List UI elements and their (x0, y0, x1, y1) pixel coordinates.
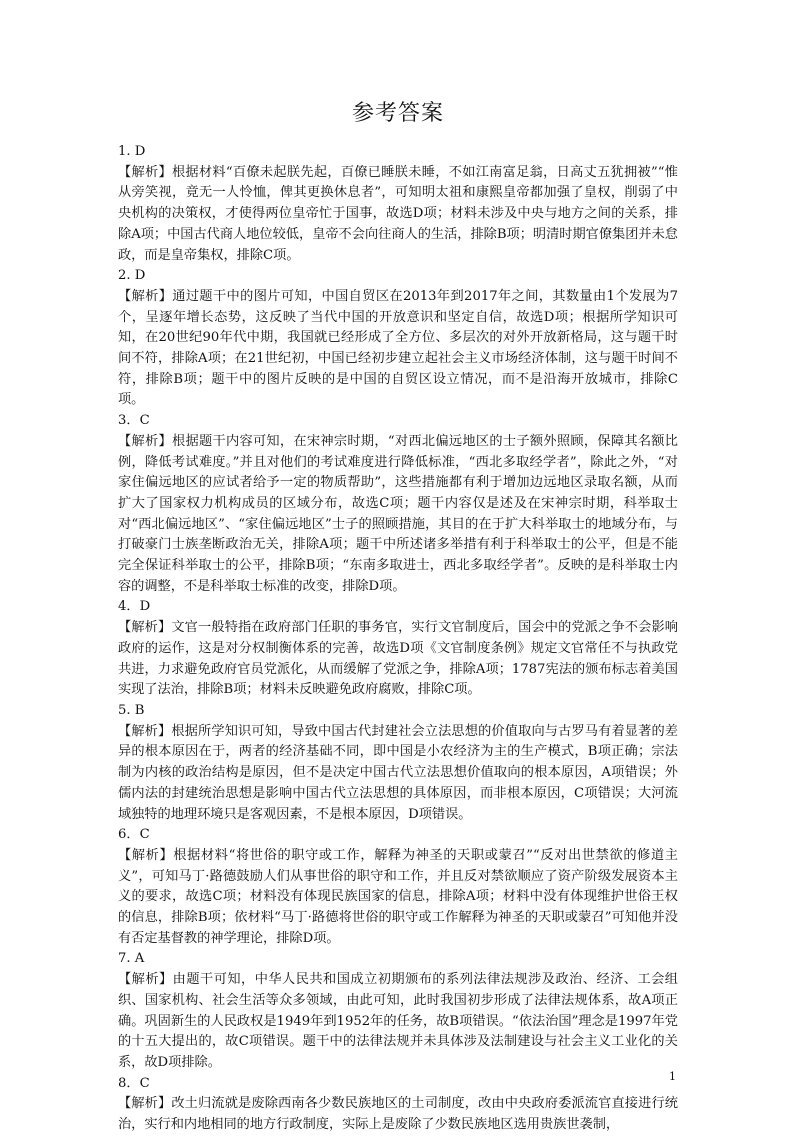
page-title: 参考答案 (351, 101, 444, 126)
answer-number: 3．C (118, 413, 150, 429)
answer-number: 8．C (118, 1075, 150, 1091)
answer-number: 2. D (118, 268, 146, 284)
answer-number: 5. B (118, 702, 145, 718)
answer-number: 7. A (118, 951, 145, 967)
answer-explanation: 【解析】根据材料“将世俗的职守或工作，解释为神圣的天职或蒙召”“反对出世禁欲的修道主义”，可知马丁·路德鼓励人们从事世俗的职守和工作，并且反对禁欲顺应了资产阶级发展资本主义的要求，故选C项；材料没有体现民族国家的信息，排除A项；材料中没有体现维护世俗王权的信息，排除B项；依材料“马丁·路德将世俗的职守或工作解释为神圣的天职或蒙召”可知他并没有否定基督教的神学理论，排除D项。 (118, 847, 678, 946)
document-page (118, 0, 678, 1133)
answer-explanation: 【解析】根据材料“百僚未起朕先起，百僚已睡朕未睡，不如江南富足翁，日高丈五犹拥被”“惟从旁笑视，竟无一人怜恤，俾其更换休息者”，可知明太祖和康熙皇帝都加强了皇权，削弱了中央机构的决策权，才使得两位皇帝忙于国事，故选D项；材料未涉及中央与地方之间的关系，排除A项；中国古代商人地位较低，皇帝不会向往商人的生活，排除B项；明清时期官僚集团并未怠政，而是皇帝集权，排除C项。 (118, 164, 678, 263)
answer-list (118, 142, 678, 1136)
answer-number: 6．C (118, 827, 150, 843)
page-number: 1 (669, 1070, 676, 1083)
answer-number: 4．D (118, 599, 151, 615)
answer-explanation: 【解析】根据所学知识可知，导致中国古代封建社会立法思想的价值取向与古罗马有着显著的差异的根本原因在于，两者的经济基础不同，即中国是小农经济为主的生产模式，B项正确；宗法制为内核的政治结构是原因，但不是决定中国古代立法思想价值取向的根本原因，A项错误；外儒内法的封建统治思想是影响中国古代立法思想的具体原因，而非根本原因，C项错误；大河流域独特的地理环境只是客观因素，不是根本原因，D项错误。 (118, 723, 678, 822)
answer-explanation: 【解析】改土归流就是废除西南各少数民族地区的土司制度，改由中央政府委派流官直接进行统治，实行和内地相同的地方行政制度，实际上是废除了少数民族地区选用贵族世袭制， (118, 1096, 678, 1133)
answer-explanation: 【解析】根据题干内容可知，在宋神宗时期，“对西北偏远地区的士子额外照顾，保障其名额比例，降低考试难度。”并且对他们的考试难度进行降低标准，“西北多取经学者”，除此之外，“对家住偏远地区的应试者给予一定的物质帮助”，这些措施都有利于增加边远地区录取名额，从而扩大了国家权力机构成员的区域分布，故选C项；题干内容仅是述及在宋神宗时期，科举取士对“西北偏远地区”、“家住偏远地区”士子的照顾措施，其目的在于扩大科举取士的地域分布，与打破豪门士族垄断政治无关，排除A项；题干中所述诸多举措有利于科举取士的公平，但是不能完全保证科举取士的公平，排除B项；“东南多取进士，西北多取经学者”。反映的是科举取士内容的调整，不是科举取士标准的改变，排除D项。 (118, 433, 678, 594)
answer-explanation: 【解析】由题干可知，中华人民共和国成立初期颁布的系列法律法规涉及政治、经济、工会组织、国家机构、社会生活等众多领域，由此可知，此时我国初步形成了法律法规体系，故A项正确。巩固新生的人民政权是1949年到1952年的任务，故B项错误。“依法治国”理念是1997年党的十五大提出的，故C项错误。题干中的法律法规并未具体涉及法制建设与社会主义工业化的关系，故D项排除。 (118, 972, 678, 1070)
answer-explanation: 【解析】通过题干中的图片可知，中国自贸区在2013年到2017年之间，其数量由1个发展为7个，呈逐年增长态势，这反映了当代中国的开放意识和坚定自信，故选D项；根据所学知识可知，在20世纪90年代中期，我国就已经形成了全方位、多层次的对外开放新格局，这与题干时间不符，排除A项；在21世纪初，中国已经初步建立起社会主义市场经济体制，这与题干时间不符，排除B项；题干中的图片反映的是中国的自贸区设立情况，而不是沿海开放城市，排除C项。 (118, 288, 678, 408)
answer-explanation: 【解析】文官一般特指在政府部门任职的事务官，实行文官制度后，国会中的党派之争不会影响政府的运作，这是对分权制衡体系的完善，故选D项《文官制度条例》规定文官常任不与执政党共进，力求避免政府官员党派化，从而缓解了党派之争，排除A项；1787宪法的颁布标志着美国实现了法治，排除B项；材料未反映避免政府腐败，排除C项。 (118, 620, 678, 698)
answer-number: 1. D (118, 144, 146, 159)
